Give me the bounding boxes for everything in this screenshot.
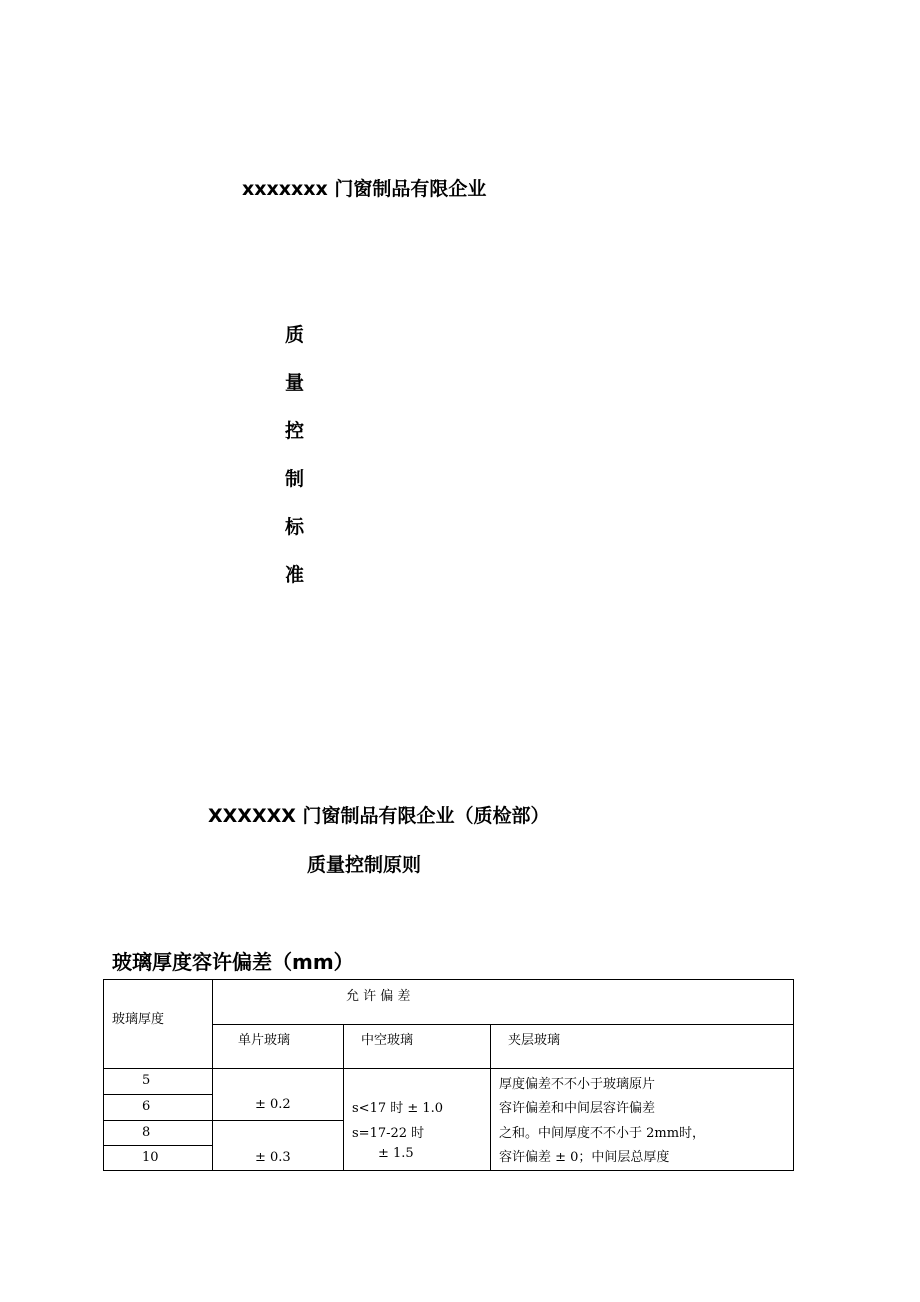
laminated-tolerance-text: 厚度偏差不不小于玻璃原片 (499, 1077, 656, 1092)
subheader-single-glass: 单片玻璃 (238, 1033, 291, 1048)
thickness-value: 6 (142, 1099, 151, 1114)
cover-title-char: 标 (285, 516, 305, 538)
cover-company-name: xxxxxxx 门窗制品有限企业 (242, 178, 487, 200)
cover-title-char: 质 (285, 324, 305, 346)
hollow-tolerance-text: s<17 时 ± 1.0 (352, 1101, 444, 1116)
thickness-value: 5 (142, 1073, 151, 1088)
cover-title-char: 控 (285, 420, 305, 442)
table-title: 玻璃厚度容许偏差（mm） (112, 950, 354, 974)
header-thickness: 玻璃厚度 (112, 1012, 165, 1027)
single-tolerance-value: ± 0.2 (255, 1097, 291, 1112)
hollow-tolerance-text: s=17-22 时 (352, 1126, 425, 1141)
cover-title-char: 准 (285, 564, 305, 586)
document-header: XXXXXX 门窗制品有限企业（质检部） (208, 805, 550, 827)
header-tolerance: 允 许 偏 差 (346, 989, 411, 1004)
document-subtitle: 质量控制原则 (307, 854, 422, 876)
cover-title-char: 量 (285, 372, 305, 394)
cover-title-char: 制 (285, 468, 305, 490)
laminated-tolerance-text: 容许偏差 ± 0；中间层总厚度 (499, 1150, 670, 1165)
laminated-tolerance-text: 之和。中间厚度不不小于 2mm时， (499, 1126, 706, 1141)
subheader-laminated-glass: 夹层玻璃 (508, 1033, 561, 1048)
single-tolerance-value: ± 0.3 (255, 1150, 291, 1165)
thickness-value: 8 (142, 1125, 151, 1140)
hollow-tolerance-text: ± 1.5 (378, 1146, 414, 1161)
thickness-value: 10 (142, 1150, 159, 1165)
subheader-hollow-glass: 中空玻璃 (361, 1033, 414, 1048)
laminated-tolerance-text: 容许偏差和中间层容许偏差 (499, 1101, 656, 1116)
